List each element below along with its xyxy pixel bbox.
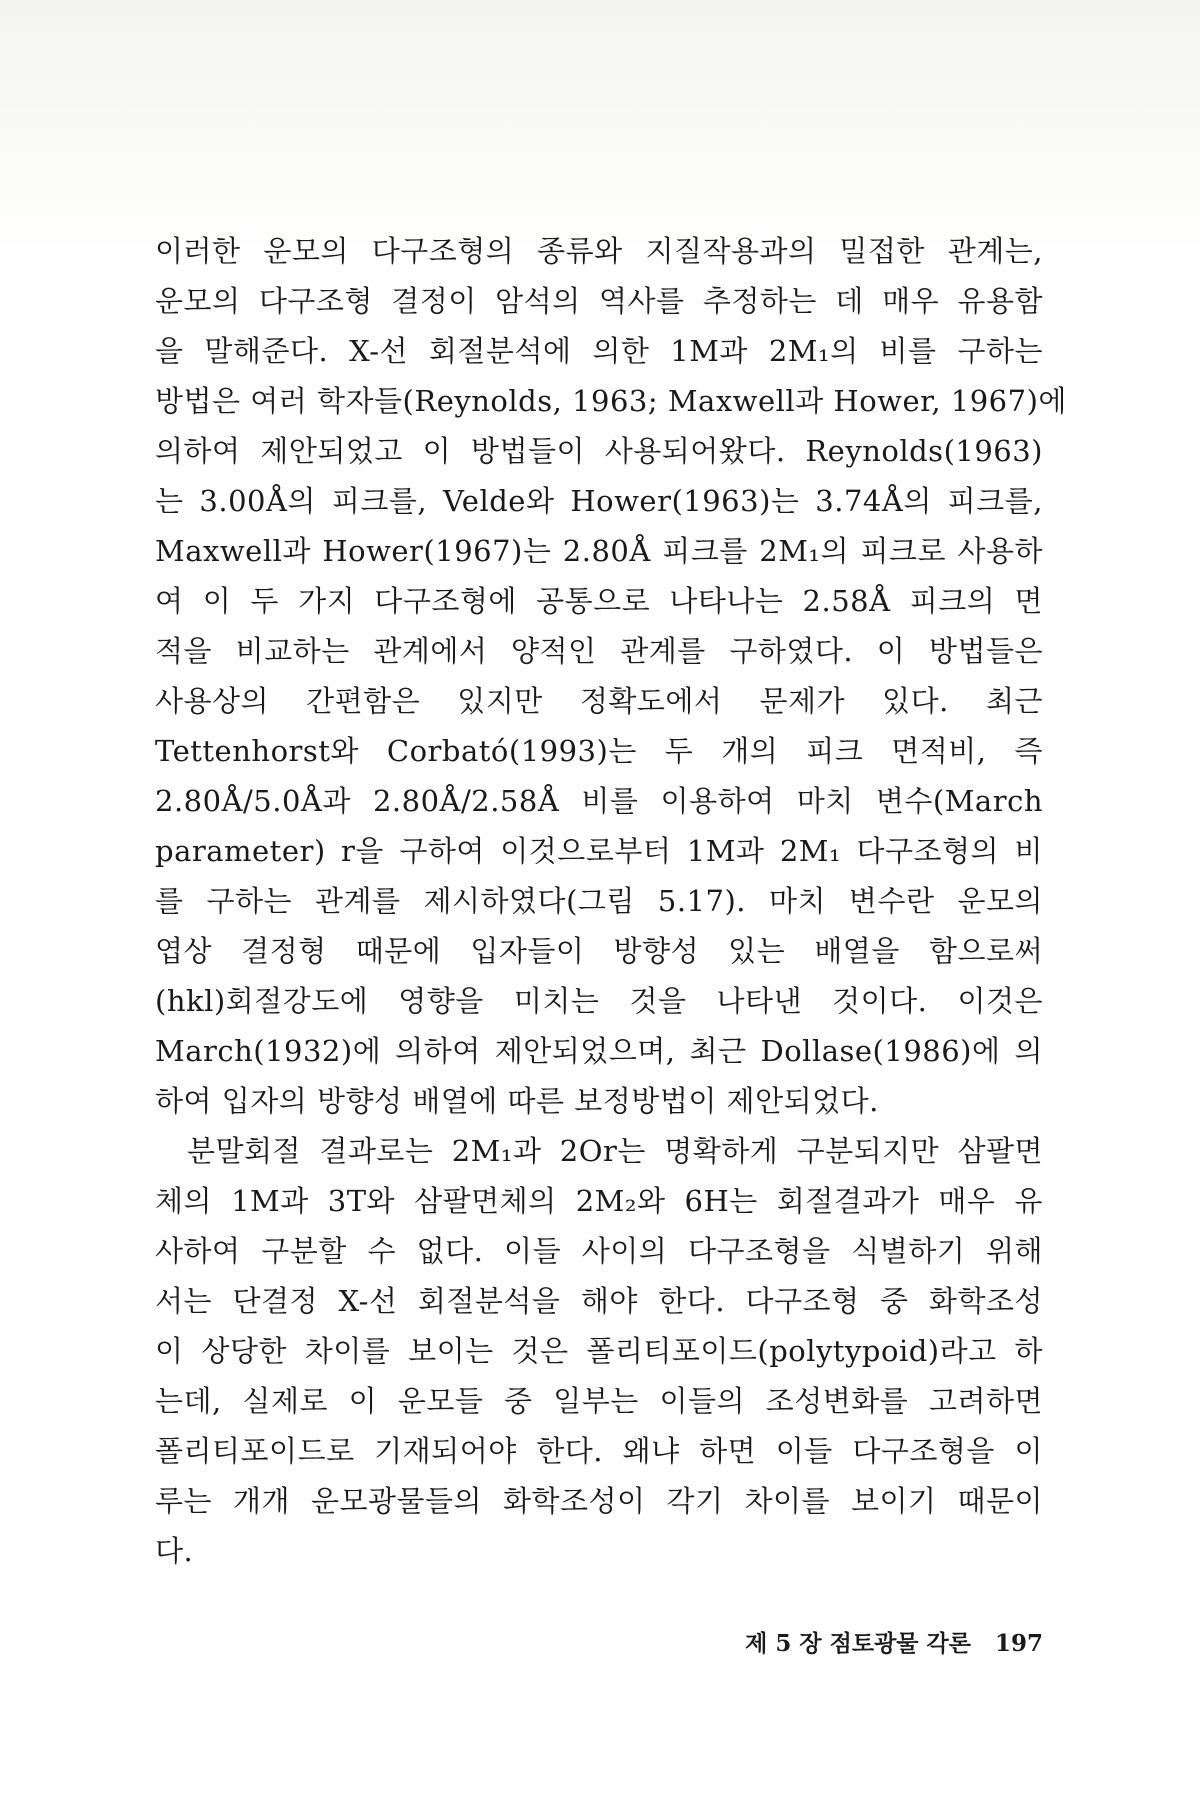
text-line: 을 말해준다. X-선 회절분석에 의한 1M과 2M₁의 비를 구하는 xyxy=(155,334,1043,368)
text-line: 여 이 두 가지 다구조형에 공통으로 나타나는 2.58Å 피크의 면 xyxy=(155,584,1043,618)
text-line: 를 구하는 관계를 제시하였다(그림 5.17). 마치 변수란 운모의 xyxy=(155,884,1043,918)
text-line: 2.80Å/5.0Å과 2.80Å/2.58Å 비를 이용하여 마치 변수(March xyxy=(155,784,1043,818)
text-line: 적을 비교하는 관계에서 양적인 관계를 구하였다. 이 방법들은 xyxy=(155,634,1043,668)
text-line: 루는 개개 운모광물들의 화학조성이 각기 차이를 보이기 때문이 xyxy=(155,1484,1043,1518)
text-line: 서는 단결정 X-선 회절분석을 해야 한다. 다구조형 중 화학조성 xyxy=(155,1284,1043,1318)
page-footer xyxy=(720,1625,1043,1658)
text-line: 이 상당한 차이를 보이는 것은 폴리티포이드(polytypoid)라고 하 xyxy=(155,1334,1043,1368)
text-line: 운모의 다구조형 결정이 암석의 역사를 추정하는 데 매우 유용함 xyxy=(155,284,1043,318)
text-line: parameter) r을 구하여 이것으로부터 1M과 2M₁ 다구조형의 비 xyxy=(155,834,1043,868)
text-line: 는 3.00Å의 피크를, Velde와 Hower(1963)는 3.74Å의 피크를, xyxy=(155,484,1043,518)
running-head: 제 5 장 점토광물 각론 xyxy=(745,1630,971,1657)
paragraph-start-line: 분말회절 결과로는 2M₁과 2Or는 명확하게 구분되지만 삼팔면 xyxy=(187,1134,1043,1168)
text-line: 이러한 운모의 다구조형의 종류와 지질작용과의 밀접한 관계는, xyxy=(155,234,1043,268)
text-line: Maxwell과 Hower(1967)는 2.80Å 피크를 2M₁의 피크로 사용하 xyxy=(155,534,1043,568)
text-line: 사하여 구분할 수 없다. 이들 사이의 다구조형을 식별하기 위해 xyxy=(155,1234,1043,1268)
text-line: 는데, 실제로 이 운모들 중 일부는 이들의 조성변화를 고려하면 xyxy=(155,1384,1043,1418)
text-line: 의하여 제안되었고 이 방법들이 사용되어왔다. Reynolds(1963) xyxy=(155,434,1043,468)
text-line: 방법은 여러 학자들(Reynolds, 1963; Maxwell과 Hower, 1967)에 xyxy=(155,384,1067,418)
text-line: 체의 1M과 3T와 삼팔면체의 2M₂와 6H는 회절결과가 매우 유 xyxy=(155,1184,1043,1218)
text-line: 폴리티포이드로 기재되어야 한다. 왜냐 하면 이들 다구조형을 이 xyxy=(155,1434,1043,1468)
text-line: 엽상 결정형 때문에 입자들이 방향성 있는 배열을 함으로써 xyxy=(155,934,1043,968)
page-number: 197 xyxy=(994,1630,1043,1657)
text-line: 다. xyxy=(155,1534,194,1568)
text-line: March(1932)에 의하여 제안되었으며, 최근 Dollase(1986)에 의 xyxy=(155,1034,1043,1068)
text-line: Tettenhorst와 Corbató(1993)는 두 개의 피크 면적비, 즉 xyxy=(155,734,1043,768)
body-text xyxy=(155,226,1067,1576)
text-line: 사용상의 간편함은 있지만 정확도에서 문제가 있다. 최근 xyxy=(155,684,1043,718)
text-line: (hkl)회절강도에 영향을 미치는 것을 나타낸 것이다. 이것은 xyxy=(155,984,1043,1018)
text-line: 하여 입자의 방향성 배열에 따른 보정방법이 제안되었다. xyxy=(155,1084,879,1118)
